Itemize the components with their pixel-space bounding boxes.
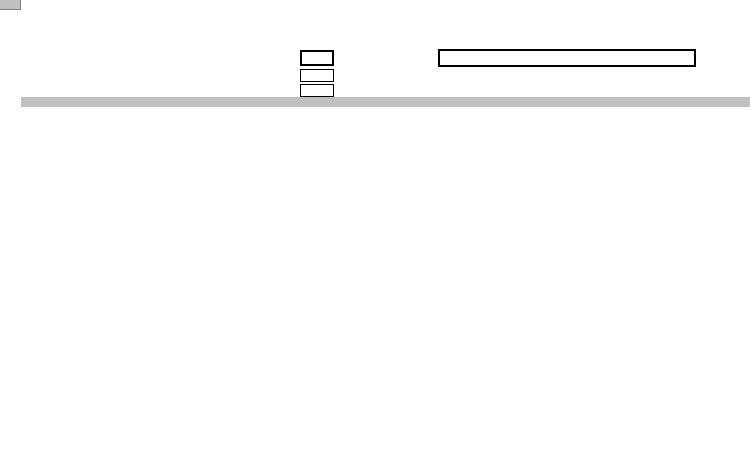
btw1-month-field[interactable] [300, 69, 334, 82]
product-value-field[interactable] [300, 50, 334, 66]
totals-box [438, 49, 696, 67]
separator-band [21, 97, 750, 107]
product-label [120, 52, 292, 66]
select-all-corner[interactable] [0, 0, 21, 10]
btw1-label [90, 70, 292, 82]
btw2-month-field[interactable] [300, 84, 334, 97]
sheet-title [300, 14, 750, 36]
btw2-label [90, 85, 292, 97]
